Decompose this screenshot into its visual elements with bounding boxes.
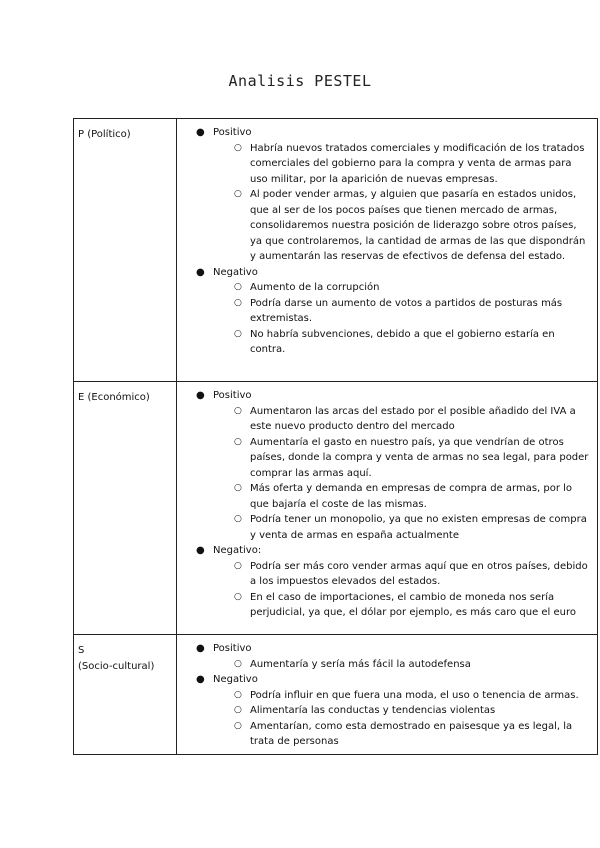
circle-bullet-icon: ○ [234,328,242,339]
group-heading: ● Negativo [177,265,591,281]
list-item: ○ Habría nuevos tratados comerciales y modificación de los tratados comerciales del gobierno para la compra y venta de armas para uso militar, por la aparición de nuevas empresas. [234,142,585,185]
circle-bullet-icon: ○ [234,436,242,447]
group-heading: ● Positivo [177,125,591,141]
bullet-icon: ● [196,674,205,685]
row-content [177,382,598,635]
list-item: ○ Podría darse un aumento de votos a partidos de posturas más extremistas. [234,297,563,324]
circle-bullet-icon: ○ [234,705,242,715]
circle-bullet-icon: ○ [234,189,242,199]
list-item: ○ Más oferta y demanda en empresas de compra de armas, por lo que bajaría el coste de las mismas. [234,483,573,510]
bullet-icon: ● [196,545,205,556]
bullet-icon: ● [196,266,205,278]
list-item: ○ Aumentaría el gasto en nuestro país, ya que vendrían de otros países, donde la compra y venta de armas no sea legal, para poder comprar las armas aquí. [234,436,589,479]
row-label: P (Político) [74,119,177,382]
list-item: ○ Aumentaría y sería más fácil la autodefensa [177,657,591,673]
row-content [177,635,598,755]
table-row [74,119,598,382]
page-title: Analisis PESTEL [228,72,372,90]
bullet-icon: ● [196,643,205,654]
list-item: ○ Aumento de la corrupción [177,280,591,296]
bullet-icon: ● [196,390,205,401]
bullet-icon: ● [196,127,205,138]
list-item: ○ En el caso de importaciones, el cambio de moneda nos sería perjudicial, ya que, el dólar por ejemplo, es más caro que el euro [234,591,577,618]
circle-bullet-icon: ○ [234,297,242,308]
list-item: ○ Podría tener un monopolio, ya que no existen empresas de compra y venta de armas en españa actualmente [234,514,587,541]
list-item: ○ Al poder vender armas, y alguien que pasaría en estados unidos, que al ser de los pocos países que tienen mercado de armas, consolidaremos nuestra posición de liderazgo sobre otros países, ya que controlaremos, la cantidad de armas de las que dispondrán y aumentarán las reservas de efectivos de defensa del estado. [234,189,586,262]
group-heading: ● Negativo [177,672,591,688]
circle-bullet-icon: ○ [234,405,242,416]
table-row [74,382,598,635]
list-item: ○ Podría ser más coro vender armas aquí que en otros países, debido a los impuestos elevados del estados. [234,560,588,587]
table-row [74,635,598,755]
list-item: ○ Aumentaron las arcas del estado por el posible añadido del IVA a este nuevo producto dentro del mercado [234,405,576,432]
group-heading: ● Positivo [177,641,591,657]
circle-bullet-icon: ○ [234,514,242,524]
circle-bullet-icon: ○ [234,282,242,292]
group-heading: ● Negativo: [177,543,591,559]
row-label: S (Socio-cultural) [74,635,177,755]
row-label: E (Económico) [74,382,177,635]
circle-bullet-icon: ○ [234,142,242,153]
circle-bullet-icon: ○ [234,689,242,700]
list-item: ○ Podría influir en que fuera una moda, el uso o tenencia de armas. [177,688,591,704]
pestel-table [73,118,598,755]
list-item: ○ Amentarían, como esta demostrado en paisesque ya es legal, la trata de personas [234,720,573,747]
row-content [177,119,598,382]
circle-bullet-icon: ○ [234,720,242,731]
list-item: ○ No habría subvenciones, debido a que el gobierno estaría en contra. [234,328,555,355]
list-item: ○ Alimentaría las conductas y tendencias violentas [177,703,591,719]
group-heading: ● Positivo [177,388,591,404]
circle-bullet-icon: ○ [234,591,242,602]
circle-bullet-icon: ○ [234,483,242,493]
circle-bullet-icon: ○ [234,658,242,669]
circle-bullet-icon: ○ [234,560,242,571]
